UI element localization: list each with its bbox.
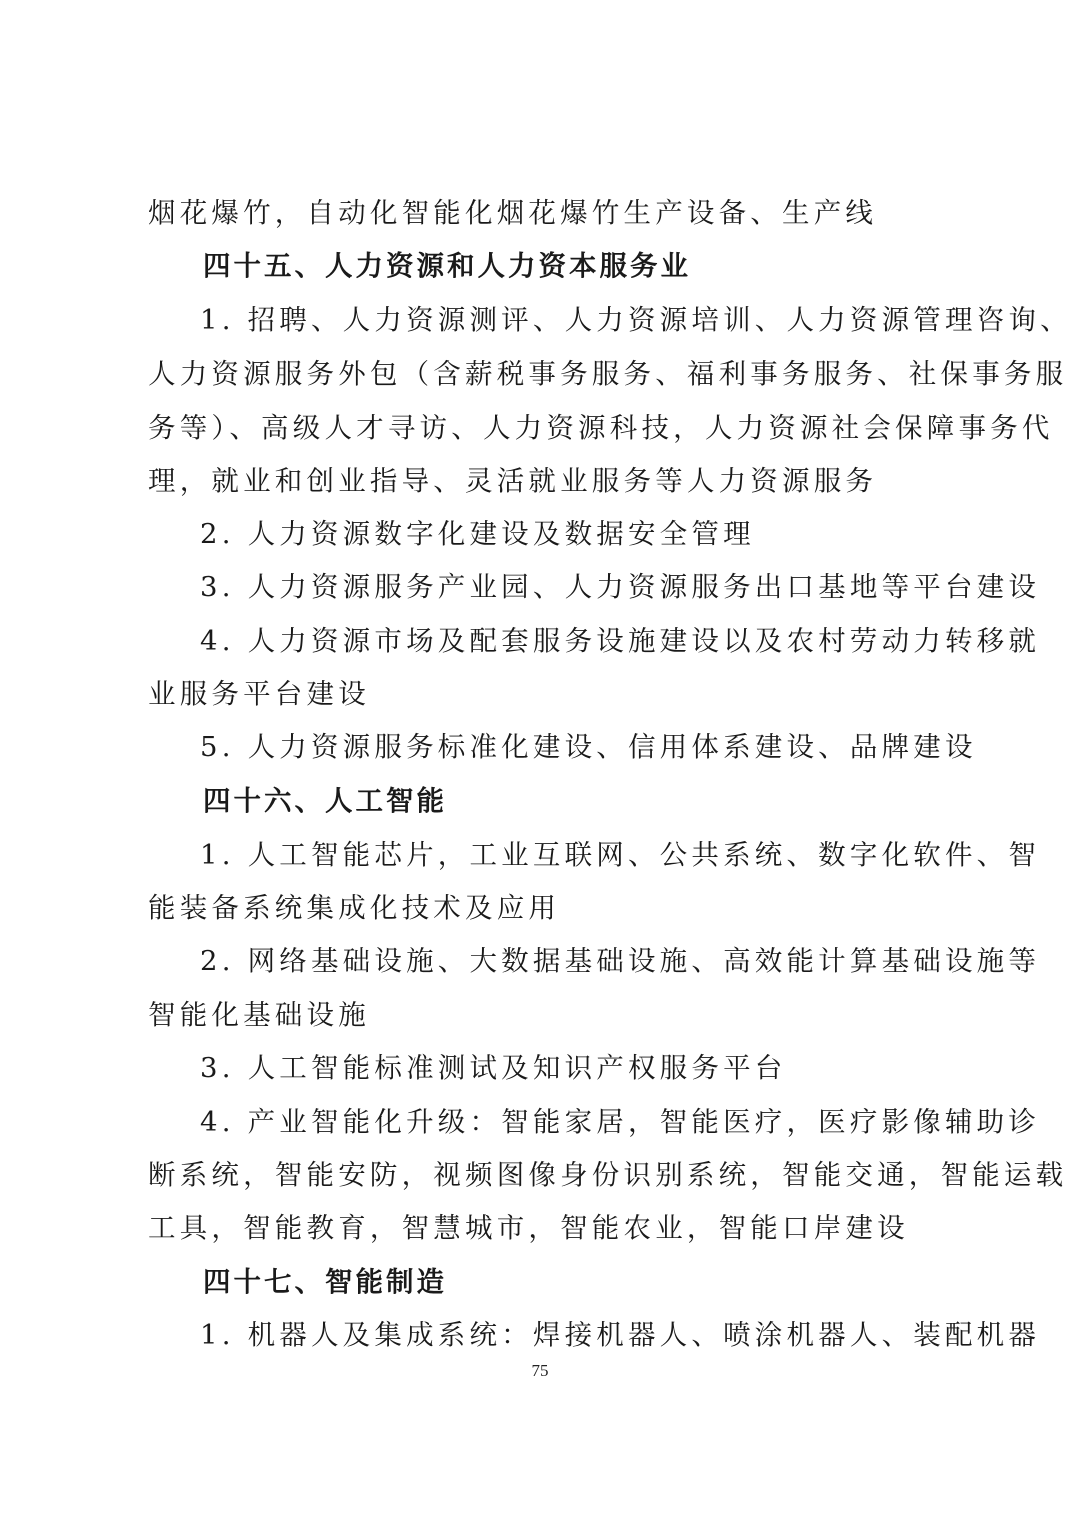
body-text-line: 务等）、高级人才寻访、人力资源科技，人力资源社会保障事务代 bbox=[148, 412, 1054, 444]
section-heading: 四十七、智能制造 bbox=[203, 1266, 447, 1298]
section-heading: 四十五、人力资源和人力资本服务业 bbox=[203, 250, 691, 282]
body-text-line: 业服务平台建设 bbox=[148, 678, 370, 710]
list-item: 1. 人工智能芯片，工业互联网、公共系统、数字化软件、智 bbox=[200, 839, 1041, 871]
list-item: 1. 招聘、人力资源测评、人力资源培训、人力资源管理咨询、 bbox=[200, 304, 1072, 336]
body-text-line: 智能化基础设施 bbox=[148, 999, 370, 1031]
body-text-line: 工具，智能教育，智慧城市，智能农业，智能口岸建设 bbox=[148, 1212, 909, 1244]
list-item: 1. 机器人及集成系统：焊接机器人、喷涂机器人、装配机器 bbox=[200, 1319, 1041, 1351]
list-item: 3. 人工智能标准测试及知识产权服务平台 bbox=[200, 1052, 787, 1084]
list-item: 4. 人力资源市场及配套服务设施建设以及农村劳动力转移就 bbox=[200, 625, 1041, 657]
body-text-line: 断系统，智能安防，视频图像身份识别系统，智能交通，智能运载 bbox=[148, 1159, 1068, 1191]
list-item: 5. 人力资源服务标准化建设、信用体系建设、品牌建设 bbox=[200, 731, 977, 763]
page-number: 75 bbox=[531, 1361, 549, 1380]
body-text-line: 人力资源服务外包（含薪税事务服务、福利事务服务、社保事务服 bbox=[148, 358, 1068, 390]
list-item: 4. 产业智能化升级：智能家居，智能医疗，医疗影像辅助诊 bbox=[200, 1106, 1041, 1138]
body-text-line: 烟花爆竹，自动化智能化烟花爆竹生产设备、生产线 bbox=[148, 197, 878, 229]
section-heading: 四十六、人工智能 bbox=[203, 785, 447, 817]
list-item: 3. 人力资源服务产业园、人力资源服务出口基地等平台建设 bbox=[200, 571, 1041, 603]
body-text-line: 能装备系统集成化技术及应用 bbox=[148, 892, 561, 924]
list-item: 2. 人力资源数字化建设及数据安全管理 bbox=[200, 518, 755, 550]
list-item: 2. 网络基础设施、大数据基础设施、高效能计算基础设施等 bbox=[200, 945, 1041, 977]
body-text-line: 理，就业和创业指导、灵活就业服务等人力资源服务 bbox=[148, 465, 878, 497]
